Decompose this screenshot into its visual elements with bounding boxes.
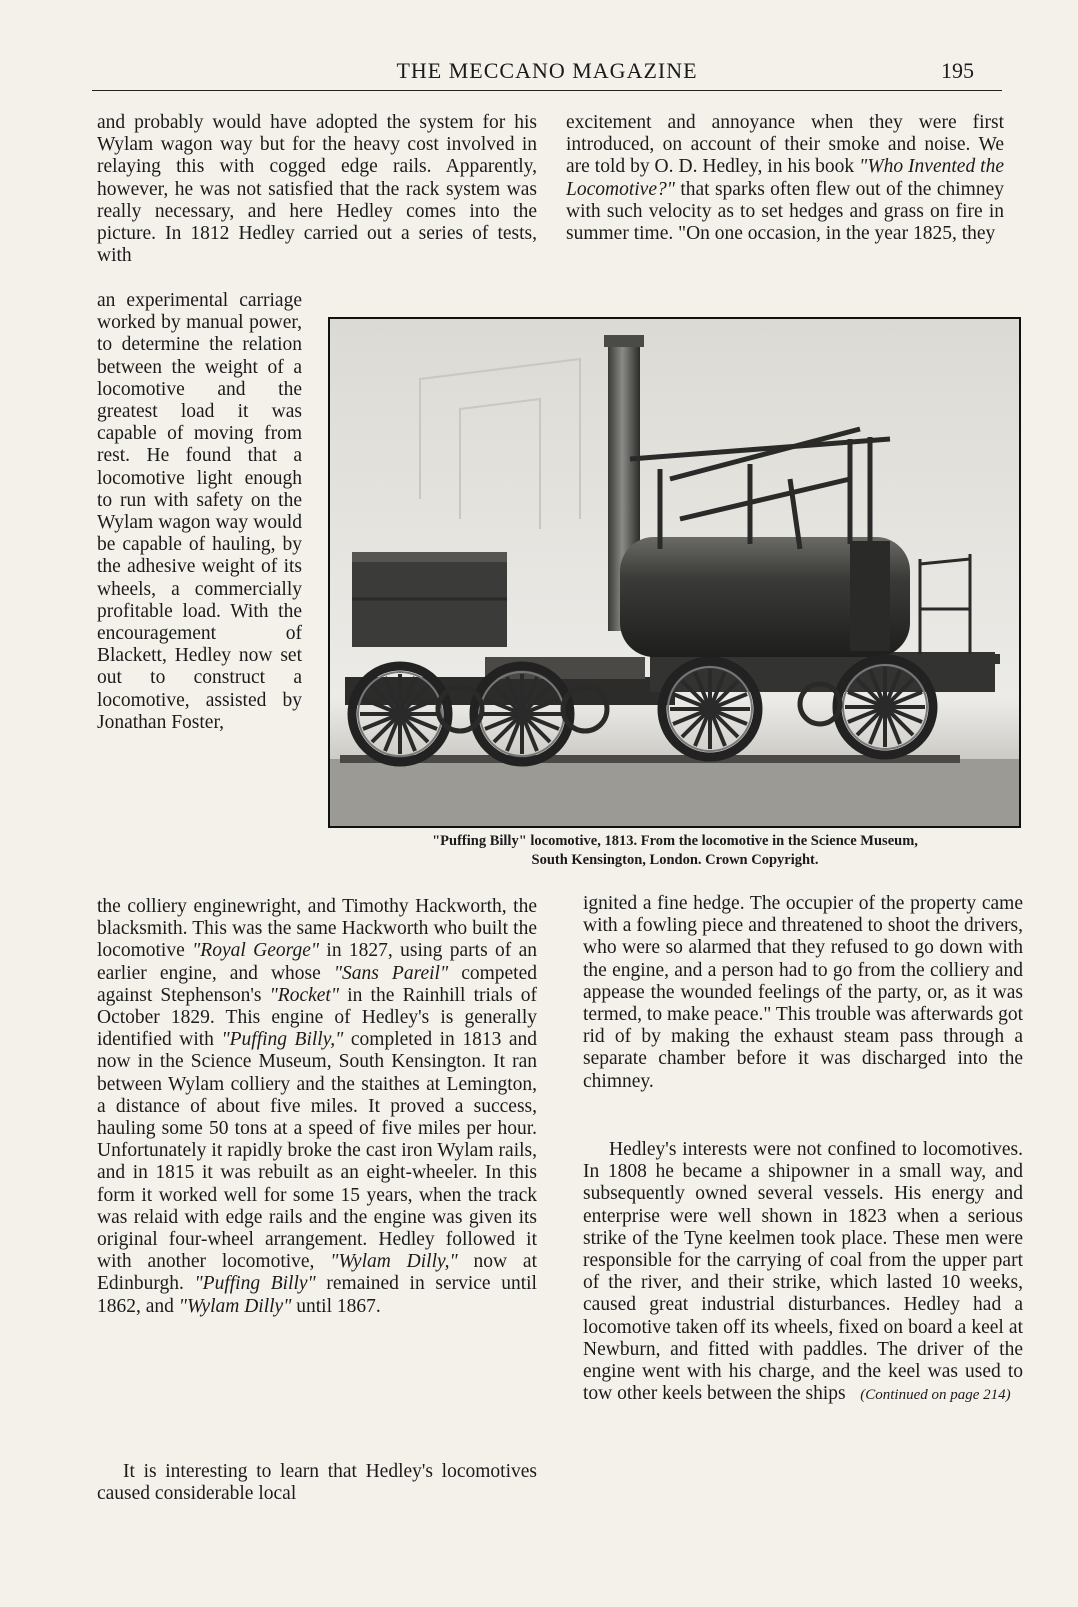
article-text-right-top: excitement and annoyance when they were first introduced, on account of their smoke and noise. We are told by O. D. Hedley, in his book "Who Invented the Locomotive?" that sparks often flew out of the chimney with such velocity as to set hedges and grass on fire in summer time. "On one occasion, in the year 1825, they [566, 112, 1004, 245]
article-text-right-bottom-2: Hedley's interests were not confined to locomotives. In 1808 he became a shipowner in a small way, and subsequently owned several vessels. His energy and enterprise were well shown in 1823 when a serious strike of the Tyne keelmen took place. These men were responsible for the carrying of coal from the upper part of the river, and their strike, which lasted 10 weeks, caused great industrial disturbances. Hedley had a locomotive taken off its wheels, fixed on board a keel at Newburn, and fitted with paddles. The driver of the engine went with his charge, and the keel was used to tow other keels between the ships (Continued on page 214) [583, 1139, 1023, 1405]
article-text-left-narrow: an experimental carriage worked by manual power, to determine the relation between the weight of a locomotive and the greatest load it was capable of moving from rest. He found that a locomotive light enough to run with safety on the Wylam wagon way would be capable of hauling, by the adhesive weight of its wheels, a commercially profitable load. With the encouragement of Blackett, Hedley now set out to construct a locomotive, assisted by Jonathan Foster, [97, 290, 302, 733]
locomotive-photograph [328, 317, 1021, 828]
figure-caption [330, 832, 1020, 870]
caption-line-1: "Puffing Billy" locomotive, 1813. From the locomotive in the Science Museum, [432, 833, 918, 849]
continued-note: (Continued on page 214) [860, 1387, 1011, 1404]
article-text-left-bottom: the colliery enginewright, and Timothy Hackworth, the blacksmith. This was the same Hackworth who built the locomotive "Royal George" in 1827, using parts of an earlier engine, and whose "Sans Pareil" competed against Stephenson's "Rocket" in the Rainhill trials of October 1829. This engine of Hedley's is generally identified with "Puffing Billy," completed in 1813 and now in the Science Museum, South Kensington. It ran between Wylam colliery and the staithes at Lemington, a distance of about five miles. It proved a success, hauling some 50 tons at a speed of five miles per hour. Unfortunately it rapidly broke the cast iron Wylam rails, and in 1815 it was rebuilt as an eight-wheeler. In this form it worked well for some 15 years, when the track was relaid with edge rails and the engine was given its original four-wheel arrangement. Hedley followed it with another locomotive, "Wylam Dilly," now at Edinburgh. "Puffing Billy" remained in service until 1862, and "Wylam Dilly" until 1867. [97, 896, 538, 1317]
page-header [92, 56, 1002, 91]
magazine-title: THE MECCANO MAGAZINE [396, 58, 698, 83]
article-text-right-bottom: ignited a fine hedge. The occupier of the property came with a fowling piece and threatened to shoot the drivers, who were so alarmed that they refused to go down with the engine, and a person had to go from the colliery and appease the wounded feelings of the party, or, as it was termed, to make peace." This trouble was afterwards got rid of by making the exhaust steam pass through a separate chamber before it was discharged into the chimney. [583, 893, 1023, 1092]
article-text-left-bottom-2: It is interesting to learn that Hedley's locomotives caused considerable local [97, 1461, 537, 1505]
puffing-billy-image [330, 319, 1019, 826]
caption-line-2: South Kensington, London. Crown Copyright. [531, 852, 819, 868]
article-text-left-top: and probably would have adopted the system for his Wylam wagon way but for the heavy cost involved in relaying this with cogged edge rails. Apparently, however, he was not satisfied that the rack system was really necessary, and here Hedley comes into the picture. In 1812 Hedley carried out a series of tests, with [97, 112, 537, 267]
page-number: 195 [941, 58, 974, 83]
